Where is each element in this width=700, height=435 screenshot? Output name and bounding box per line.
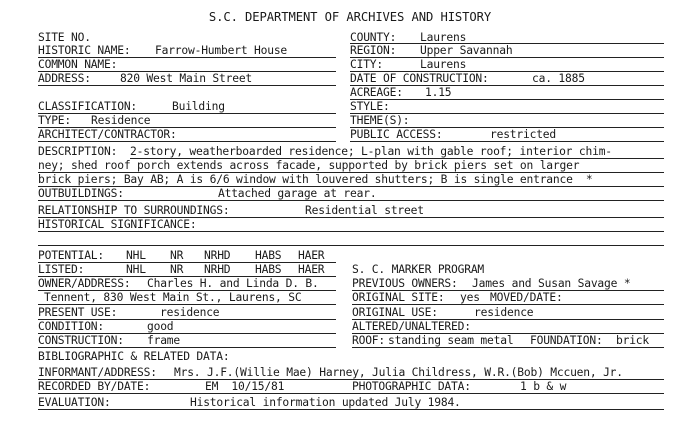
bibliographic-label: BIBLIOGRAPHIC & RELATED DATA: bbox=[38, 350, 230, 363]
type-label: TYPE: bbox=[38, 114, 72, 127]
original-use-label: ORIGINAL USE: bbox=[352, 306, 438, 319]
potential-haer: HAER bbox=[298, 249, 325, 262]
recorded-by-value: EM 10/15/81 bbox=[205, 380, 285, 393]
listed-nrhd: NRHD bbox=[204, 263, 231, 276]
foundation-label: FOUNDATION: bbox=[530, 334, 603, 347]
address-value: 820 West Main Street bbox=[120, 72, 253, 85]
historical-significance-label: HISTORICAL SIGNIFICANCE: bbox=[38, 218, 197, 231]
acreage-line bbox=[350, 99, 664, 100]
foundation-value: brick bbox=[616, 334, 650, 347]
informant-label: INFORMANT/ADDRESS: bbox=[38, 366, 157, 379]
style-label: STYLE: bbox=[350, 100, 390, 113]
owner-line-2 bbox=[38, 304, 336, 305]
potential-habs: HABS bbox=[255, 249, 282, 262]
evaluation-value: Historical information updated July 1984. bbox=[190, 396, 461, 409]
listed-nhl: NHL bbox=[126, 263, 146, 276]
evaluation-line bbox=[38, 409, 664, 410]
outbuildings-value: Attached garage at rear. bbox=[218, 187, 377, 200]
owner-label: OWNER/ADDRESS: bbox=[38, 277, 131, 290]
evaluation-label: EVALUATION: bbox=[38, 396, 111, 409]
architect-line bbox=[38, 141, 336, 142]
relationship-value: Residential street bbox=[305, 204, 424, 217]
potential-nhl: NHL bbox=[126, 249, 146, 262]
roof-value: standing seam metal bbox=[388, 334, 514, 347]
significance-line-2 bbox=[38, 245, 664, 246]
region-line bbox=[350, 57, 664, 58]
date-of-construction-value: ca. 1885 bbox=[532, 72, 585, 85]
owner-value-2: Tennent, 830 West Main St., Laurens, SC bbox=[44, 291, 302, 304]
classification-label: CLASSIFICATION: bbox=[38, 100, 138, 113]
form-title: S.C. DEPARTMENT OF ARCHIVES AND HISTORY bbox=[208, 10, 492, 24]
classification-line bbox=[38, 113, 336, 114]
acreage-value: 1.15 bbox=[425, 86, 452, 99]
description-line-2: ney; shed roof porch extends across facade, supported by brick piers set on larger bbox=[38, 159, 580, 172]
type-value: Residence bbox=[91, 114, 151, 127]
roof-label: ROOF: bbox=[352, 334, 386, 347]
listed-label: LISTED: bbox=[38, 263, 85, 276]
potential-nrhd: NRHD bbox=[204, 249, 231, 262]
original-site-line bbox=[352, 304, 664, 305]
recorded-by-label: RECORDED BY/DATE: bbox=[38, 380, 151, 393]
description-label: DESCRIPTION: bbox=[38, 145, 118, 158]
county-value: Laurens bbox=[420, 31, 467, 44]
construction-line bbox=[38, 347, 336, 348]
photographic-data-label: PHOTOGRAPHIC DATA: bbox=[352, 380, 471, 393]
public-access-value: restricted bbox=[490, 128, 557, 141]
construction-label: CONSTRUCTION: bbox=[38, 334, 124, 347]
original-use-value: residence bbox=[474, 306, 534, 319]
city-value: Laurens bbox=[420, 58, 467, 71]
present-use-value: residence bbox=[160, 306, 220, 319]
photographic-data-value: 1 b & w bbox=[520, 380, 567, 393]
classification-value: Building bbox=[172, 100, 225, 113]
region-value: Upper Savannah bbox=[420, 44, 513, 57]
address-line bbox=[38, 85, 336, 86]
previous-owners-label: PREVIOUS OWNERS: bbox=[352, 277, 458, 290]
original-site-label: ORIGINAL SITE: bbox=[352, 291, 445, 304]
description-line-1: 2-story, weatherboarded residence; L-plan with gable roof; interior chim- bbox=[130, 145, 612, 158]
construction-value: frame bbox=[147, 334, 181, 347]
listed-habs: HABS bbox=[255, 263, 282, 276]
description-line-3: brick piers; Bay AB; A is 6/6 window with louvered shutters; B is single entrance * bbox=[38, 173, 593, 186]
county-label: COUNTY: bbox=[350, 31, 397, 44]
address-label: ADDRESS: bbox=[38, 72, 91, 85]
recorded-line bbox=[38, 393, 664, 394]
public-access-line bbox=[350, 141, 664, 142]
outbuildings-label: OUTBUILDINGS: bbox=[38, 187, 124, 200]
present-use-label: PRESENT USE: bbox=[38, 306, 118, 319]
common-name-label: COMMON NAME: bbox=[38, 58, 118, 71]
significance-line-1 bbox=[38, 231, 664, 232]
informant-value: Mrs. J.F.(Willie Mae) Harney, Julia Childress, W.R.(Bob) Mccuen, Jr. bbox=[174, 366, 623, 379]
potential-nr: NR bbox=[170, 249, 184, 262]
listed-nr: NR bbox=[170, 263, 184, 276]
condition-value: good bbox=[147, 320, 174, 333]
historic-name-value: Farrow-Humbert House bbox=[155, 44, 288, 57]
city-label: CITY: bbox=[350, 58, 384, 71]
themes-label: THEME(S): bbox=[350, 114, 410, 127]
outbuildings-line bbox=[38, 200, 664, 201]
listed-haer: HAER bbox=[298, 263, 325, 276]
acreage-label: ACREAGE: bbox=[350, 86, 403, 99]
marker-program-label: S. C. MARKER PROGRAM bbox=[352, 263, 485, 276]
owner-value: Charles H. and Linda D. B. bbox=[147, 277, 319, 290]
historic-name-label: HISTORIC NAME: bbox=[38, 44, 131, 57]
moved-date-label: MOVED/DATE: bbox=[490, 291, 563, 304]
condition-label: CONDITION: bbox=[38, 320, 105, 333]
potential-label: POTENTIAL: bbox=[38, 249, 105, 262]
relationship-label: RELATIONSHIP TO SURROUNDINGS: bbox=[38, 204, 230, 217]
roof-line bbox=[352, 347, 664, 348]
architect-label: ARCHITECT/CONTRACTOR: bbox=[38, 128, 177, 141]
altered-label: ALTERED/UNALTERED: bbox=[352, 320, 471, 333]
previous-owners-value: James and Susan Savage * bbox=[472, 277, 631, 290]
region-label: REGION: bbox=[350, 44, 397, 57]
original-site-value: yes bbox=[460, 291, 480, 304]
date-of-construction-label: DATE OF CONSTRUCTION: bbox=[350, 72, 489, 85]
site-no-label: SITE NO. bbox=[38, 31, 91, 44]
public-access-label: PUBLIC ACCESS: bbox=[350, 128, 443, 141]
